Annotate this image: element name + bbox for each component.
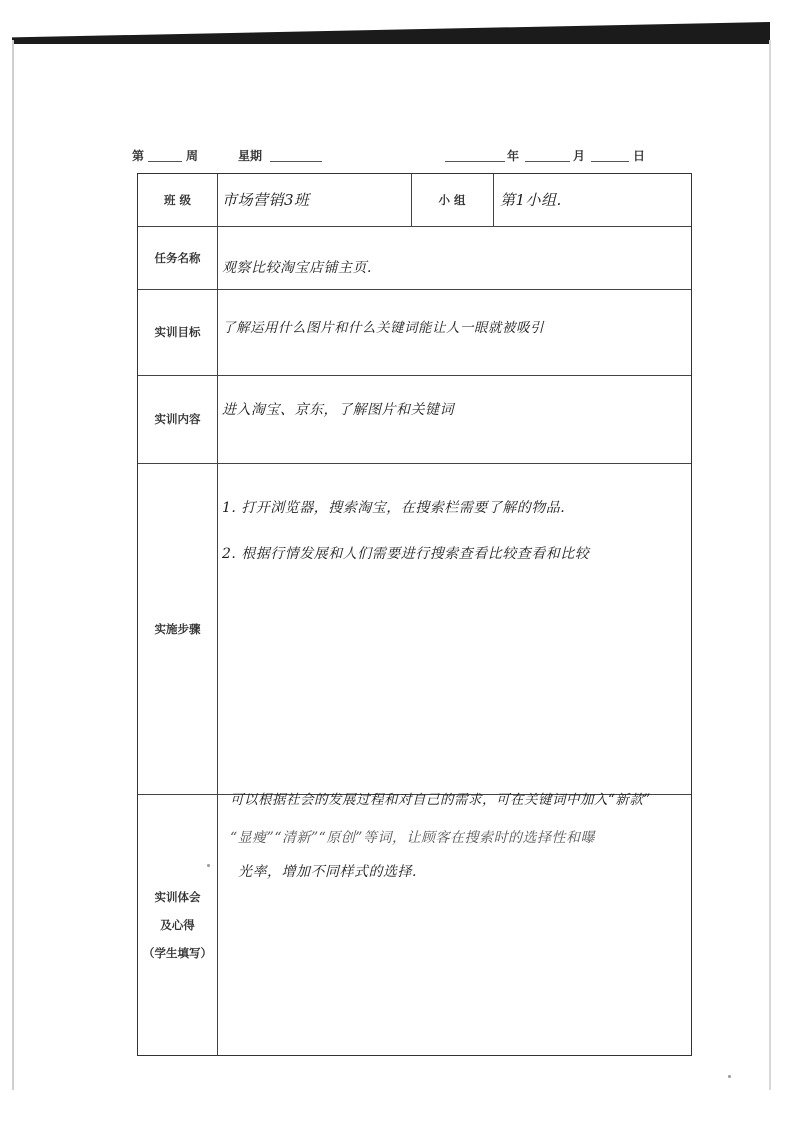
- weekday-blank: [270, 161, 322, 162]
- class-value: 市场营销3班: [222, 191, 310, 209]
- row-divider: [138, 289, 691, 290]
- row-divider: [138, 463, 691, 464]
- scan-border-top: [12, 22, 770, 44]
- reflection-line: 光率，增加不同样式的选择.: [238, 864, 417, 880]
- training-content-value: 进入淘宝、京东，了解图片和关键词: [222, 402, 454, 418]
- group-value: 第1小组.: [500, 191, 562, 209]
- scan-speck: [207, 864, 210, 867]
- class-label: 班 级: [163, 193, 191, 207]
- training-goal-label: 实训目标: [154, 325, 201, 339]
- implementation-steps-label: 实施步骤: [154, 621, 201, 636]
- reflection-label-line: 实训体会: [154, 889, 201, 904]
- row-divider: [138, 226, 691, 227]
- reflection-label: [138, 794, 217, 1055]
- reflection-line: 可以根据社会的发展过程和对自己的需求，可在关键词中加入“新款”: [230, 792, 651, 808]
- day-label: 日: [633, 149, 646, 163]
- reflection-label-line: （学生填写）: [143, 945, 212, 960]
- year-blank: [445, 161, 505, 162]
- day-blank: [591, 161, 629, 162]
- step-item: 2. 根据行情发展和人们需要进行搜索查看比较查看和比较: [222, 546, 590, 562]
- week-suffix: 周: [186, 149, 199, 163]
- week-blank: [148, 161, 182, 162]
- week-prefix: 第: [132, 149, 145, 163]
- scan-edge-right: [769, 40, 771, 1090]
- reflection-label-line: 及心得: [160, 917, 195, 932]
- training-goal-value: 了解运用什么图片和什么关键词能让人一眼就被吸引: [222, 320, 544, 336]
- month-label: 月: [573, 149, 586, 163]
- group-label: 小 组: [438, 193, 466, 207]
- weekday-label: 星期: [238, 149, 263, 163]
- task-name-label: 任务名称: [154, 250, 201, 265]
- label-column-divider: [217, 174, 218, 1055]
- task-name-value: 观察比较淘宝店铺主页.: [222, 260, 372, 276]
- training-content-label: 实训内容: [154, 412, 201, 426]
- scan-speck: [728, 1075, 731, 1078]
- reflection-line: “显瘦”“清新”“原创”等词，让顾客在搜索时的选择性和曝: [230, 830, 595, 846]
- scan-edge-left: [12, 40, 14, 1090]
- training-form-table: [137, 173, 692, 1056]
- step-item: 1. 打开浏览器，搜索淘宝，在搜索栏需要了解的物品.: [222, 500, 566, 516]
- year-label: 年: [507, 149, 520, 163]
- month-blank: [525, 161, 570, 162]
- date-header: [130, 145, 650, 165]
- row-divider: [138, 375, 691, 376]
- group-label-right-divider: [493, 174, 494, 226]
